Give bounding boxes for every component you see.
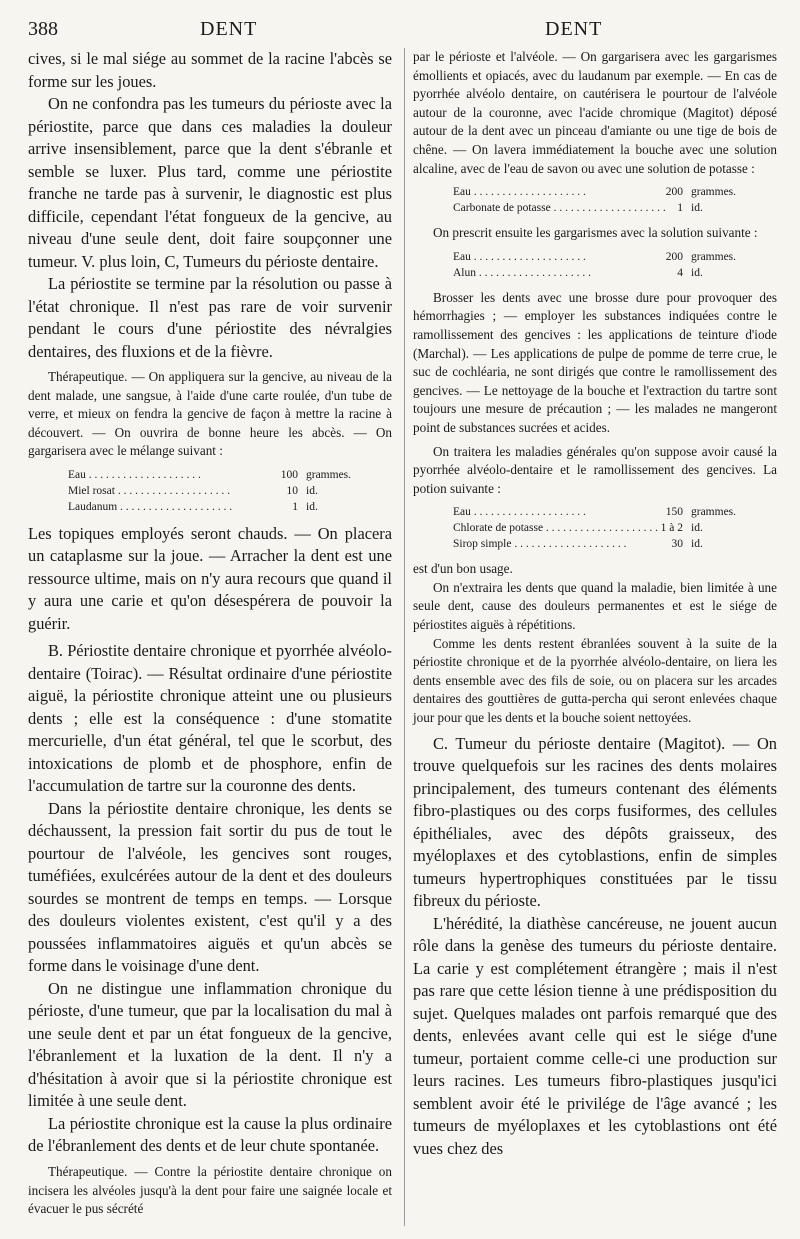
ingredient-name: Alun . . . . . . . . . . . . . . . . . . . . [453, 266, 591, 279]
ingredient-quantity: 200 [665, 186, 683, 199]
prescription-table [453, 184, 777, 216]
running-header [0, 18, 800, 46]
ingredient-unit: grammes. [306, 468, 352, 481]
paragraph: On ne distingue une inflammation chronique du périoste, d'une tumeur, que par la localisation du mal à une seule dent et par un état fongueux de la gencive, l'ébranlement et la luxation de la dent. Il n'y a d'hésitation à avoir que si la périostite chronique est limitée à une seule dent. [28, 978, 392, 1111]
paragraph: On traitera les maladies générales qu'on suppose avoir causé la pyorrhée alvéolo-dentaire et le ramollissement des gencives. La potion suivante : [413, 443, 777, 496]
paragraph: Brosser les dents avec une brosse dure pour provoquer des hémorrhagies ; — employer les substances indiquées contre le ramollissement des gencives : les applications de teinture d'iode (Marchal). — Les applications de pulpe de pomme de terre crue, le suc de cochléaria, ne sont dirigés que contre le ramollissement des gencives. — Le nettoyage de la bouche et l'extraction du tartre sont toujours une mesure de précaution ; — les malades ne mangeront point de substances sucrées et acides. [413, 289, 777, 435]
ingredient-quantity: 150 [665, 506, 683, 519]
ingredient-quantity: 1 [677, 202, 683, 215]
paragraph: par le périoste et l'alvéole. — On gargarisera avec les gargarismes émollients et opiacés, avec du laudanum par exemple. — En cas de pyorrhée alvéolo dentaire, on cautérisera le pourtour de l'alvéole autour de la couronne, avec l'acide chromique (Magitot) déposé autour de la dent avec un pinceau d'amiante ou une tige de bois de chêne. — On lavera immédiatement la bouche avec une solution alcaline, avec de l'eau de savon ou avec une solution de potasse : [413, 49, 777, 176]
ingredient-unit: id. [691, 202, 703, 215]
ingredient-name: Carbonate de potasse . . . . . . . . . . . . . . . . . . . . [453, 202, 666, 215]
prescription-row [453, 249, 777, 265]
right-column [413, 48, 777, 1160]
prescription-table [68, 467, 392, 515]
column-divider [404, 48, 405, 1226]
left-running-title: DENT [200, 18, 258, 40]
therapeutics-paragraph: Thérapeutique. — On appliquera sur la gencive, au niveau de la dent malade, une sangsue, à l'aide d'une carte roulée, d'un tube de verre, et mieux on fendra la gencive de façon à mettre la racine à découvert. — On ouvrira de bonne heure les abcès. — On gargarisera avec le mélange suivant : [28, 369, 392, 459]
ingredient-quantity: 200 [665, 250, 683, 263]
ingredient-name: Eau . . . . . . . . . . . . . . . . . . . . [453, 250, 586, 263]
paragraph: cives, si le mal siége au sommet de la racine l'abcès se forme sur les joues. [28, 49, 392, 91]
ingredient-quantity: 30 [671, 538, 683, 551]
therapeutics-paragraph: Thérapeutique. — Contre la périostite dentaire chronique on incisera les alvéoles jusqu'à la dent pour faire une saignée locale et évacuer le pus sécrété [28, 1163, 392, 1217]
ingredient-name: Miel rosat . . . . . . . . . . . . . . . . . . . . [68, 484, 230, 497]
prescription-row [68, 467, 392, 483]
page-number: 388 [28, 18, 58, 40]
ingredient-quantity: 10 [286, 484, 298, 497]
ingredient-quantity: 1 [292, 500, 298, 513]
ingredient-name: Laudanum . . . . . . . . . . . . . . . . . . . . [68, 500, 233, 513]
ingredient-quantity: 1 à 2 [660, 522, 683, 535]
ingredient-unit: grammes. [691, 186, 737, 199]
prescription-row [453, 536, 777, 552]
paragraph: On n'extraira les dents que quand la maladie, bien limitée à une seule dent, cause des douleurs permanentes et est le siége de périostites aiguës à répétitions. [413, 579, 777, 633]
prescription-row [68, 483, 392, 499]
right-running-title: DENT [545, 18, 603, 40]
prescription-table [453, 249, 777, 281]
ingredient-name: Chlorate de potasse . . . . . . . . . . . . . . . . . . . . [453, 522, 659, 535]
ingredient-unit: id. [691, 522, 703, 535]
paragraph: Dans la périostite dentaire chronique, les dents se déchaussent, la pression fait sortir du pus de tout le pourtour de l'alvéole, les gencives sont rouges, tuméfiées, exulcérées autour de la dent et des douleurs sourdes se montrent de temps en temps. — Lorsque des douleurs violentes existent, c'est qu'il y a des poussées inflammatoires aiguës et qu'un abcès se forme dans le voisinage d'une dent. [28, 798, 392, 976]
prescription-row [453, 520, 777, 536]
paragraph: On prescrit ensuite les gargarismes avec la solution suivante : [433, 225, 758, 241]
ingredient-unit: id. [306, 484, 318, 497]
prescription-row [68, 499, 392, 515]
section-heading-c: C. Tumeur du périoste dentaire (Magitot). — On trouve quelquefois sur les racines des dents molaires principalement, des tumeurs contenant des éléments fibro-plastiques ou des corps fusiformes, des cellules épithéliales, avec des dépôts graisseux, des myéloplaxes et des cytoblastions, enfin de simples tumeurs hypertrophiques constituées par le tissu fibreux du périoste. [413, 733, 777, 911]
paragraph: L'hérédité, la diathèse cancéreuse, ne jouent aucun rôle dans la genèse des tumeurs du périoste dentaire. La carie y est complétement étrangère ; mais il n'est pas rare que cette lésion tienne à une prédisposition du sujet. Quelques malades ont parfois remarqué que des dents, enlevées avant celle qui est le siége d'une tumeur, portaient comme celle-ci une production sur leurs racines. Les tumeurs fibro-plastiques jusqu'ici semblent avoir été le privilége de l'âge avancé ; les tumeurs de myéloplaxes et les cytoblastions ont été vues chez des [413, 913, 777, 1158]
ingredient-quantity: 100 [280, 468, 298, 481]
ingredient-unit: id. [691, 266, 703, 279]
ingredient-unit: grammes. [691, 250, 737, 263]
ingredient-name: Sirop simple . . . . . . . . . . . . . . . . . . . . [453, 538, 627, 551]
prescription-table [453, 504, 777, 552]
section-heading-b: B. Périostite dentaire chronique et pyorrhée alvéolo-dentaire (Toirac). — Résultat ordinaire d'une périostite aiguë, la périostite chronique atteint une ou plusieurs dents ; elle est la conséquence : d'une stomatite mercurielle, d'un état général, tel que le scorbut, des intoxications de plomb et de phosphore, enfin de l'accumulation de tartre sur la couronne des dents. [28, 641, 392, 796]
paragraph: est d'un bon usage. [413, 561, 513, 577]
ingredient-unit: id. [691, 538, 703, 551]
left-column [28, 48, 392, 1219]
prescription-row [453, 504, 777, 520]
prescription-row [453, 265, 777, 281]
paragraph: Comme les dents restent ébranlées souvent à la suite de la périostite chronique et de la pyorrhée alvéolo-dentaire, on liera les dents ensemble avec des fils de soie, ou on placera sur les arcades dentaires des gouttières de gutta-percha qui seront enlevées chaque jour pour que les dents et la bouche soient nettoyées. [413, 635, 777, 726]
paragraph: La périostite se termine par la résolution ou passe à l'état chronique. Il n'est pas rare de voir survenir pendant le cours d'une périostite des névralgies dentaires, des fluxions et de la fièvre. [28, 274, 392, 361]
ingredient-name: Eau . . . . . . . . . . . . . . . . . . . . [453, 506, 586, 519]
prescription-row [453, 184, 777, 200]
prescription-row [453, 200, 777, 216]
paragraph: La périostite chronique est la cause la plus ordinaire de l'ébranlement des dents et de leur chute spontanée. [28, 1113, 392, 1156]
paragraph: Les topiques employés seront chauds. — On placera un cataplasme sur la joue. — Arracher la dent est une ressource ultime, mais on n'y aura recours que quand il y aura une carie et qu'on désespérera de pouvoir la guérir. [28, 523, 392, 633]
ingredient-unit: id. [306, 500, 318, 513]
ingredient-name: Eau . . . . . . . . . . . . . . . . . . . . [68, 468, 201, 481]
ingredient-unit: grammes. [691, 506, 737, 519]
ingredient-quantity: 4 [677, 266, 683, 279]
ingredient-name: Eau . . . . . . . . . . . . . . . . . . . . [453, 186, 586, 199]
paragraph: On ne confondra pas les tumeurs du périoste avec la périostite, parce que dans ces maladies la douleur arrive insensiblement, parce que la dent s'ébranle et semble se luxer. Plus tard, comme une périostite franche ne tarde pas à survenir, le diagnostic est plus difficile, cependant l'état fongueux de la gencive, au niveau d'une seule dent, doit faire soupçonner une tumeur. V. plus loin, C, Tumeurs du périoste dentaire. [28, 94, 392, 271]
